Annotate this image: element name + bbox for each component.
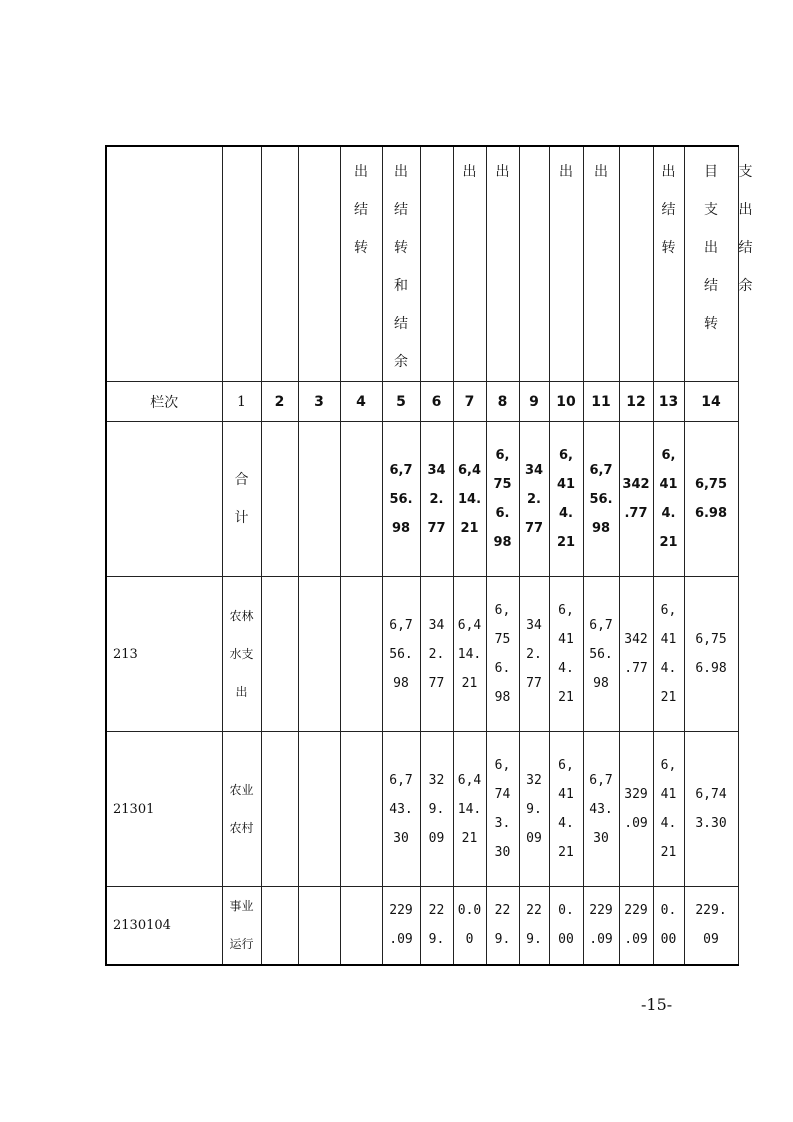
- row-cell: 34 2. 77: [519, 577, 549, 732]
- header-cell-11: [619, 146, 653, 382]
- row-cell: 0.0 0: [453, 887, 486, 965]
- header-cell-1: [261, 146, 298, 382]
- row-cell: 22 9.: [486, 887, 519, 965]
- row-cell: [261, 422, 298, 577]
- row-cell: 34 2. 77: [420, 422, 453, 577]
- row-cell: 32 9. 09: [420, 732, 453, 887]
- row-cell: 6, 41 4. 21: [653, 577, 684, 732]
- row-cell: [340, 732, 382, 887]
- header-cell-code: [106, 146, 222, 382]
- header-cell-2: [298, 146, 340, 382]
- row-name: 农林 水支 出: [222, 577, 261, 732]
- header-cell-6: 出: [453, 146, 486, 382]
- row-name: 农业 农村: [222, 732, 261, 887]
- row-cell: 6, 41 4. 21: [549, 422, 583, 577]
- header-cell-name: [222, 146, 261, 382]
- row-cell: 6, 75 6. 98: [486, 577, 519, 732]
- column-number: 5: [382, 382, 420, 422]
- header-row: 出 结 转 出 结 转 和 结 余 出 出 出 出 出 结 转 目 支 出 结 转 支出 结余: [106, 146, 738, 382]
- row-cell: [298, 577, 340, 732]
- row-cell: 342 .77: [619, 577, 653, 732]
- row-cell: [261, 732, 298, 887]
- column-number: 8: [486, 382, 519, 422]
- row-cell: 6, 41 4. 21: [549, 577, 583, 732]
- header-cell-4: 出 结 转 和 结 余: [382, 146, 420, 382]
- column-number: 2: [261, 382, 298, 422]
- column-number-label: 栏次: [106, 382, 222, 422]
- table-row-total: [106, 422, 738, 577]
- row-code: 21301: [106, 732, 222, 887]
- page-number: -15-: [641, 995, 673, 1014]
- header-cell-7: 出: [486, 146, 519, 382]
- column-number: 9: [519, 382, 549, 422]
- row-cell: 6,7 43. 30: [583, 732, 619, 887]
- row-cell: 0. 00: [549, 887, 583, 965]
- row-cell: 6, 41 4. 21: [653, 422, 684, 577]
- row-cell: 6,4 14. 21: [453, 732, 486, 887]
- table-row: [106, 577, 738, 732]
- column-number: 4: [340, 382, 382, 422]
- row-cell: 6,7 56. 98: [382, 422, 420, 577]
- row-cell: 6,75 6.98: [684, 422, 738, 577]
- row-cell: 229 .09: [382, 887, 420, 965]
- row-cell: 32 9. 09: [519, 732, 549, 887]
- row-cell: 6,4 14. 21: [453, 422, 486, 577]
- header-cell-10: 出: [583, 146, 619, 382]
- row-cell: 329 .09: [619, 732, 653, 887]
- row-cell: [340, 422, 382, 577]
- row-cell: 34 2. 77: [519, 422, 549, 577]
- row-cell: 34 2. 77: [420, 577, 453, 732]
- header-cell-3: 出 结 转: [340, 146, 382, 382]
- row-code: [106, 422, 222, 577]
- row-cell: 6,7 43. 30: [382, 732, 420, 887]
- row-cell: [298, 887, 340, 965]
- column-number: 12: [619, 382, 653, 422]
- row-cell: [261, 887, 298, 965]
- header-cell-12: 出 结 转: [653, 146, 684, 382]
- row-cell: 6,74 3.30: [684, 732, 738, 887]
- budget-table: [105, 145, 753, 966]
- column-number-row: [106, 382, 738, 422]
- header-cell-9: 出: [549, 146, 583, 382]
- table-row: [106, 887, 738, 965]
- column-number: 13: [653, 382, 684, 422]
- column-number: 6: [420, 382, 453, 422]
- row-cell: [340, 577, 382, 732]
- row-code: 213: [106, 577, 222, 732]
- row-cell: 6, 75 6. 98: [486, 422, 519, 577]
- row-cell: 6,7 56. 98: [382, 577, 420, 732]
- row-cell: 229 .09: [619, 887, 653, 965]
- row-cell: 22 9.: [519, 887, 549, 965]
- row-cell: 6,4 14. 21: [453, 577, 486, 732]
- row-cell: 6, 41 4. 21: [653, 732, 684, 887]
- header-cell-8: [519, 146, 549, 382]
- column-number: 11: [583, 382, 619, 422]
- column-number: 3: [298, 382, 340, 422]
- row-cell: 342 .77: [619, 422, 653, 577]
- row-name: 事业 运行: [222, 887, 261, 965]
- row-cell: [298, 732, 340, 887]
- row-cell: 6,7 56. 98: [583, 422, 619, 577]
- column-number: 14: [684, 382, 738, 422]
- row-cell: [261, 577, 298, 732]
- column-number: 10: [549, 382, 583, 422]
- column-number: 1: [222, 382, 261, 422]
- row-cell: 22 9.: [420, 887, 453, 965]
- table-row: [106, 732, 738, 887]
- row-cell: 0. 00: [653, 887, 684, 965]
- column-number: 7: [453, 382, 486, 422]
- row-cell: 6,7 56. 98: [583, 577, 619, 732]
- row-cell: 6,75 6.98: [684, 577, 738, 732]
- row-cell: 229. 09: [684, 887, 738, 965]
- row-cell: 6, 74 3. 30: [486, 732, 519, 887]
- row-cell: 6, 41 4. 21: [549, 732, 583, 887]
- row-cell: [298, 422, 340, 577]
- row-name: 合 计: [222, 422, 261, 577]
- row-cell: [340, 887, 382, 965]
- header-cell-5: [420, 146, 453, 382]
- row-code: 2130104: [106, 887, 222, 965]
- row-cell: 229 .09: [583, 887, 619, 965]
- header-cell-13: 目 支 出 结 转: [684, 146, 738, 382]
